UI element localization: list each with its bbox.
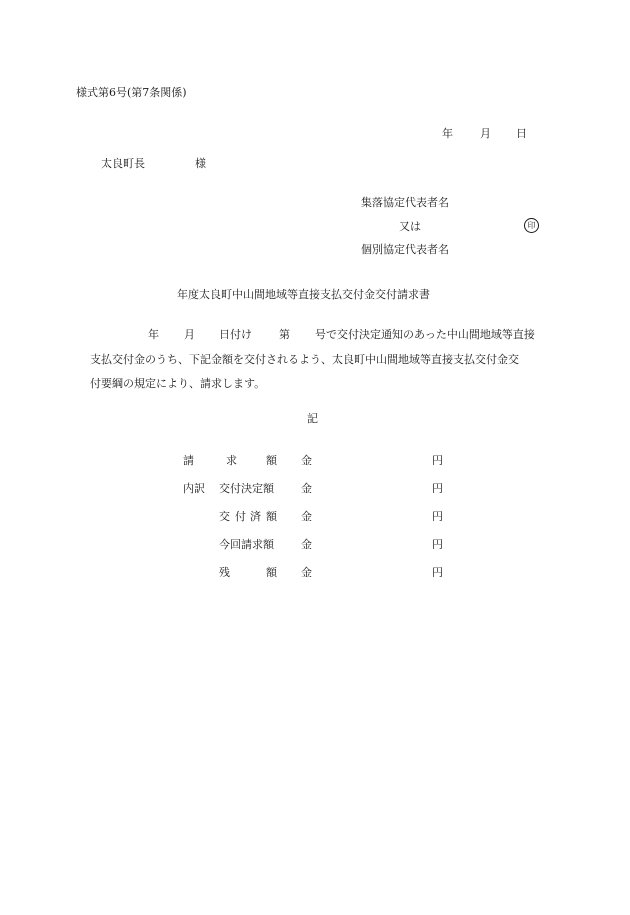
yen-unit: 円	[432, 566, 443, 579]
label-char: 額	[266, 454, 277, 467]
body-dai: 第	[279, 328, 290, 341]
row-label: 今回請求額	[219, 538, 274, 551]
body-month: 月	[184, 328, 195, 341]
label-char: 求	[226, 454, 237, 467]
label-char: 済	[250, 510, 261, 523]
date-month-label: 月	[480, 127, 491, 140]
kin-label: 金	[301, 454, 312, 467]
body-year: 年	[148, 328, 159, 341]
label-char: 請	[183, 454, 194, 467]
memo-heading: 記	[307, 412, 318, 425]
breakdown-label: 内訳	[183, 482, 205, 495]
form-number-label: 様式第6号(第7条関係)	[76, 86, 187, 99]
kin-label: 金	[301, 538, 312, 551]
kin-label: 金	[301, 510, 312, 523]
label-char: 額	[266, 566, 277, 579]
document-title: 年度太良町中山間地域等直接支払交付金交付請求書	[177, 288, 430, 301]
yen-unit: 円	[432, 454, 443, 467]
label-char: 残	[219, 566, 230, 579]
community-representative-label: 集落協定代表者名	[361, 196, 449, 209]
yen-unit: 円	[432, 510, 443, 523]
yen-unit: 円	[432, 482, 443, 495]
seal-mark-icon: 印	[524, 218, 539, 233]
row-label: 交付決定額	[219, 482, 274, 495]
addressee-honorific: 様	[195, 157, 206, 170]
individual-representative-label: 個別協定代表者名	[361, 243, 449, 256]
date-year-label: 年	[442, 127, 453, 140]
label-char: 額	[266, 510, 277, 523]
label-char: 付	[235, 510, 246, 523]
kin-label: 金	[301, 566, 312, 579]
label-char: 交	[219, 510, 230, 523]
kin-label: 金	[301, 482, 312, 495]
addressee-name: 太良町長	[101, 157, 145, 170]
or-label: 又は	[399, 220, 421, 233]
body-paragraph-line-2: 支払交付金のうち、下記金額を交付されるよう、太良町中山間地域等直接支払交付金交	[90, 353, 519, 366]
body-rest-1: 号で交付決定通知のあった中山間地域等直接	[315, 328, 535, 341]
date-day-label: 日	[516, 127, 527, 140]
body-paragraph-line-3: 付要綱の規定により、請求します。	[90, 377, 266, 390]
yen-unit: 円	[432, 538, 443, 551]
body-day-attached: 日付け	[219, 328, 252, 341]
